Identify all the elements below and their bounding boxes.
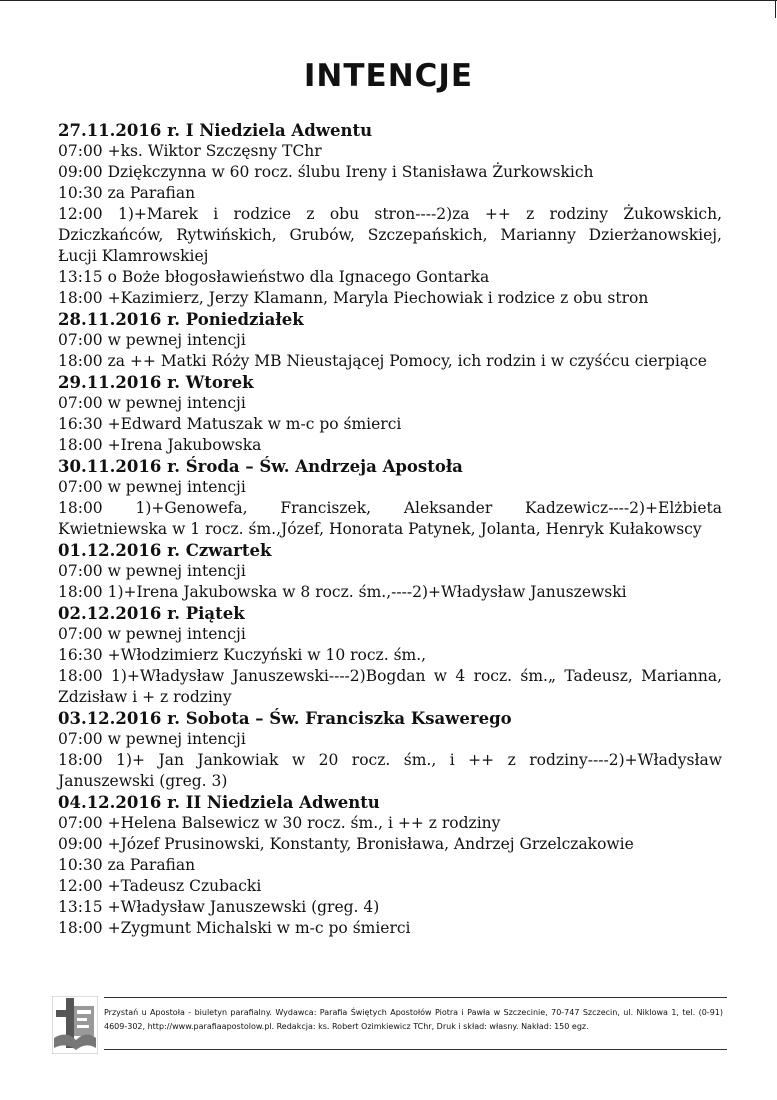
mass-intention: 18:00 1)+ Jan Jankowiak w 20 rocz. śm., i ++ z rodziny----2)+Władysław Januszewski (greg. 3) bbox=[58, 751, 722, 790]
intentions-list bbox=[58, 120, 722, 939]
day-heading: 27.11.2016 r. I Niedziela Adwentu bbox=[58, 121, 373, 140]
mass-intention: 07:00 w pewnej intencji bbox=[58, 394, 246, 412]
mass-intention: 16:30 +Edward Matuszak w m-c po śmierci bbox=[58, 415, 402, 433]
mass-intention: 07:00 w pewnej intencji bbox=[58, 331, 246, 349]
day-heading: 28.11.2016 r. Poniedziałek bbox=[58, 310, 304, 329]
mass-intention: 10:30 za Parafian bbox=[58, 184, 196, 202]
day-heading: 29.11.2016 r. Wtorek bbox=[58, 373, 254, 392]
mass-intention: 12:00 1)+Marek i rodzice z obu stron----2)za ++ z rodziny Żukowskich, Dziczkańców, Rytwińskich, Grubów, Szczepańskich, Marianny Dzierżanowskiej, Łucji Klamrowskiej bbox=[58, 205, 722, 265]
footer bbox=[52, 992, 727, 1062]
day-heading: 30.11.2016 r. Środa – Św. Andrzeja Apostoła bbox=[58, 457, 463, 476]
mass-intention: 10:30 za Parafian bbox=[58, 856, 196, 874]
mass-intention: 16:30 +Włodzimierz Kuczyński w 10 rocz. śm., bbox=[58, 646, 427, 664]
mass-intention: 13:15 o Boże błogosławieństwo dla Ignacego Gontarka bbox=[58, 268, 490, 286]
mass-intention: 07:00 +ks. Wiktor Szczęsny TChr bbox=[58, 142, 322, 160]
mass-intention: 09:00 +Józef Prusinowski, Konstanty, Bronisława, Andrzej Grzelczakowie bbox=[58, 835, 634, 853]
mass-intention: 13:15 +Władysław Januszewski (greg. 4) bbox=[58, 898, 380, 916]
mass-intention: 07:00 w pewnej intencji bbox=[58, 478, 246, 496]
mass-intention: 07:00 w pewnej intencji bbox=[58, 562, 246, 580]
day-heading: 02.12.2016 r. Piątek bbox=[58, 604, 245, 623]
mass-intention: 18:00 +Irena Jakubowska bbox=[58, 436, 262, 454]
mass-intention: 18:00 1)+Władysław Januszewski----2)Bogdan w 4 rocz. śm.„ Tadeusz, Marianna, Zdzisław i + z rodziny bbox=[58, 667, 722, 706]
page-top-border bbox=[0, 0, 777, 1]
day-heading: 04.12.2016 r. II Niedziela Adwentu bbox=[58, 793, 380, 812]
mass-intention: 07:00 w pewnej intencji bbox=[58, 730, 246, 748]
footer-top-rule bbox=[104, 997, 727, 998]
mass-intention: 18:00 +Kazimierz, Jerzy Klamann, Maryla Piechowiak i rodzice z obu stron bbox=[58, 289, 649, 307]
mass-intention: 07:00 w pewnej intencji bbox=[58, 625, 246, 643]
page-title: INTENCJE bbox=[303, 58, 474, 94]
day-heading: 03.12.2016 r. Sobota – Św. Franciszka Ksawerego bbox=[58, 709, 512, 728]
parish-logo-icon bbox=[52, 996, 98, 1054]
page-right-border bbox=[775, 0, 776, 18]
mass-intention: 07:00 +Helena Balsewicz w 30 rocz. śm., i ++ z rodziny bbox=[58, 814, 501, 832]
mass-intention: 18:00 1)+Irena Jakubowska w 8 rocz. śm.,----2)+Władysław Januszewski bbox=[58, 583, 627, 601]
footer-bottom-rule bbox=[104, 1049, 727, 1050]
mass-intention: 18:00 +Zygmunt Michalski w m-c po śmierci bbox=[58, 919, 411, 937]
mass-intention: 12:00 +Tadeusz Czubacki bbox=[58, 877, 262, 895]
mass-intention: 09:00 Dziękczynna w 60 rocz. ślubu Ireny i Stanisława Żurkowskich bbox=[58, 163, 594, 181]
footer-imprint: Przystań u Apostoła - biuletyn parafialny. Wydawca: Parafia Świętych Apostołów Piotra i Pawła w Szczecinie, 70-747 Szczecin, ul. Niklowa 1, tel. (0-91) 4609-302, http://www.parafiaapostolow.pl. Redakcja: ks. Robert Ozimkiewicz TChr, Druk i skład: własny. Nakład: 150 egz. bbox=[104, 1008, 723, 1031]
mass-intention: 18:00 za ++ Matki Róży MB Nieustającej Pomocy, ich rodzin i w czyśćcu cierpiące bbox=[58, 352, 707, 370]
mass-intention: 18:00 1)+Genowefa, Franciszek, Aleksander Kadzewicz----2)+Elżbieta Kwietniewska w 1 rocz. śm.,Józef, Honorata Patynek, Jolanta, Henryk Kułakowscy bbox=[58, 499, 722, 538]
day-heading: 01.12.2016 r. Czwartek bbox=[58, 541, 272, 560]
